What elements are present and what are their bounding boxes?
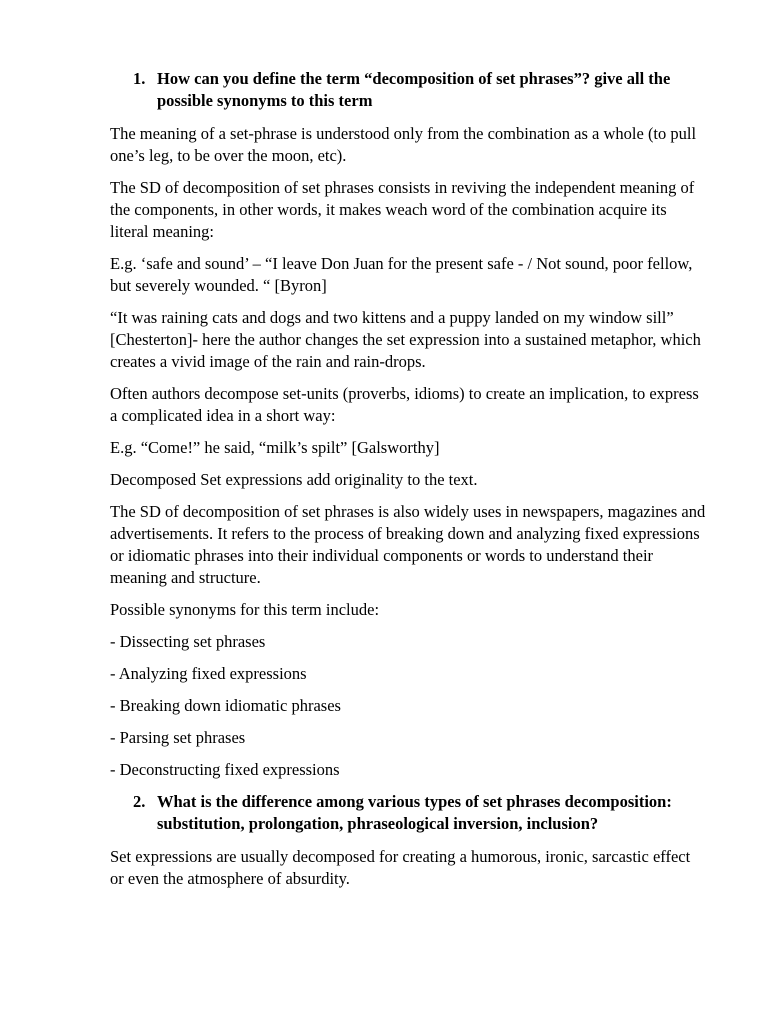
- synonym-item: - Deconstructing fixed expressions: [110, 760, 340, 779]
- paragraph: The SD of decomposition of set phrases consists in reviving the independent meaning of the components, in other words, it makes weach word of the combination acquire its literal meaning:: [110, 178, 695, 241]
- synonym-item: - Analyzing fixed expressions: [110, 664, 307, 683]
- paragraph: Decomposed Set expressions add originality to the text.: [110, 470, 478, 489]
- paragraph: The meaning of a set-phrase is understood only from the combination as a whole (to pull one’s leg, to be over the moon, etc).: [110, 124, 697, 165]
- paragraph: Possible synonyms for this term include:: [110, 600, 380, 619]
- paragraph: “It was raining cats and dogs and two kittens and a puppy landed on my window sill” [Chesterton]- here the author changes the set expression into a sustained metaphor, which creates a vivid image of the rain and rain-drops.: [110, 308, 701, 371]
- question-2-number: 2.: [133, 792, 146, 811]
- question-2-text: What is the difference among various types of set phrases decomposition: substitution, prolongation, phraseological inversion, inclusion?: [157, 792, 672, 833]
- question-1-heading: [110, 68, 708, 112]
- synonym-item: - Breaking down idiomatic phrases: [110, 696, 341, 715]
- paragraph: Set expressions are usually decomposed for creating a humorous, ironic, sarcastic effect or even the atmosphere of absurdity.: [110, 847, 691, 888]
- synonym-item: - Dissecting set phrases: [110, 632, 266, 651]
- question-2-heading: [110, 791, 708, 835]
- question-1-number: 1.: [133, 69, 146, 88]
- paragraph: Often authors decompose set-units (proverbs, idioms) to create an implication, to express a complicated idea in a short way:: [110, 384, 699, 425]
- paragraph: The SD of decomposition of set phrases is also widely uses in newspapers, magazines and advertisements. It refers to the process of breaking down and analyzing fixed expressions or idiomatic phrases into their individual components or words to understand their meaning and structure.: [110, 502, 706, 587]
- paragraph: E.g. “Come!” he said, “milk’s spilt” [Galsworthy]: [110, 438, 440, 457]
- synonym-item: - Parsing set phrases: [110, 728, 246, 747]
- paragraph: E.g. ‘safe and sound’ – “I leave Don Juan for the present safe - / Not sound, poor fellow, but severely wounded. “ [Byron]: [110, 254, 693, 295]
- question-1-text: How can you define the term “decomposition of set phrases”? give all the possible synonyms to this term: [157, 69, 671, 110]
